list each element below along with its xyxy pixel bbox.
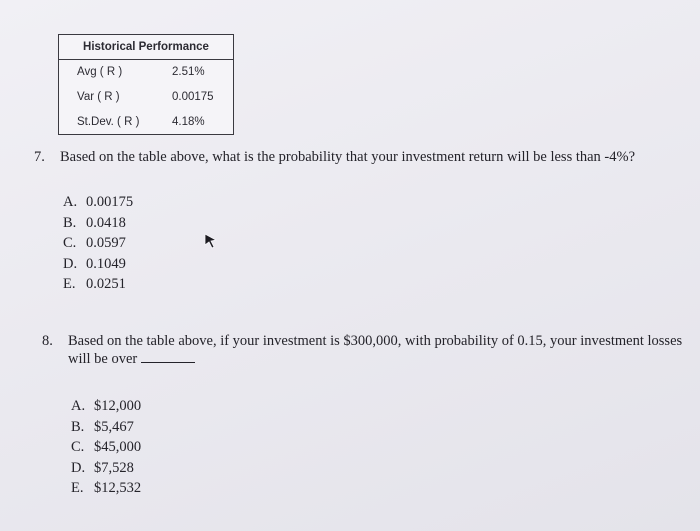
historical-performance-table [58, 34, 234, 135]
answer-option-c[interactable] [71, 437, 141, 458]
answer-option-c[interactable] [63, 233, 133, 254]
answer-option-a[interactable] [63, 192, 133, 213]
question-8-options [71, 396, 141, 499]
question-text [68, 332, 688, 368]
option-text: $12,532 [94, 480, 142, 496]
row-label: St.Dev. ( R ) [77, 116, 140, 128]
answer-option-e[interactable] [63, 274, 133, 295]
option-text: 0.0251 [86, 276, 126, 292]
question-number: 7. [34, 149, 45, 165]
table-row [59, 85, 233, 110]
question-7-options [63, 192, 133, 295]
option-text: 0.0597 [86, 235, 126, 251]
row-value: 2.51% [172, 66, 205, 78]
answer-option-e[interactable] [71, 478, 141, 499]
table-title: Historical Performance [59, 35, 233, 60]
question-number: 8. [42, 333, 53, 349]
row-label: Avg ( R ) [77, 66, 123, 78]
question-text-body: Based on the table above, if your investment is $300,000, with probability of 0.15, your investment losses will be over [68, 333, 683, 367]
answer-blank [141, 350, 195, 363]
option-letter: C. [71, 439, 85, 455]
table-row [59, 60, 233, 85]
mouse-pointer-icon [203, 232, 219, 255]
option-letter: A. [63, 194, 78, 210]
option-letter: B. [63, 214, 77, 231]
option-letter: B. [71, 418, 85, 435]
answer-option-b[interactable] [63, 213, 133, 234]
answer-option-d[interactable] [71, 458, 141, 479]
answer-option-d[interactable] [63, 254, 133, 275]
question-text: Based on the table above, what is the probability that your investment return will be less than -4%? [60, 149, 636, 165]
row-value: 4.18% [172, 116, 205, 128]
row-label: Var ( R ) [77, 91, 120, 103]
answer-option-a[interactable] [71, 396, 141, 417]
option-text: 0.1049 [86, 255, 126, 272]
answer-option-b[interactable] [71, 417, 141, 438]
table-row [59, 110, 233, 135]
option-letter: E. [63, 276, 76, 292]
option-text: 0.00175 [86, 194, 134, 210]
option-letter: A. [71, 398, 86, 414]
option-text: 0.0418 [86, 214, 126, 231]
option-text: $45,000 [94, 439, 142, 455]
option-text: $7,528 [94, 459, 134, 476]
option-letter: D. [71, 459, 86, 476]
option-letter: C. [63, 235, 77, 251]
option-letter: E. [71, 480, 84, 496]
row-value: 0.00175 [172, 91, 214, 103]
option-letter: D. [63, 255, 78, 272]
option-text: $12,000 [94, 398, 142, 414]
option-text: $5,467 [94, 418, 134, 435]
